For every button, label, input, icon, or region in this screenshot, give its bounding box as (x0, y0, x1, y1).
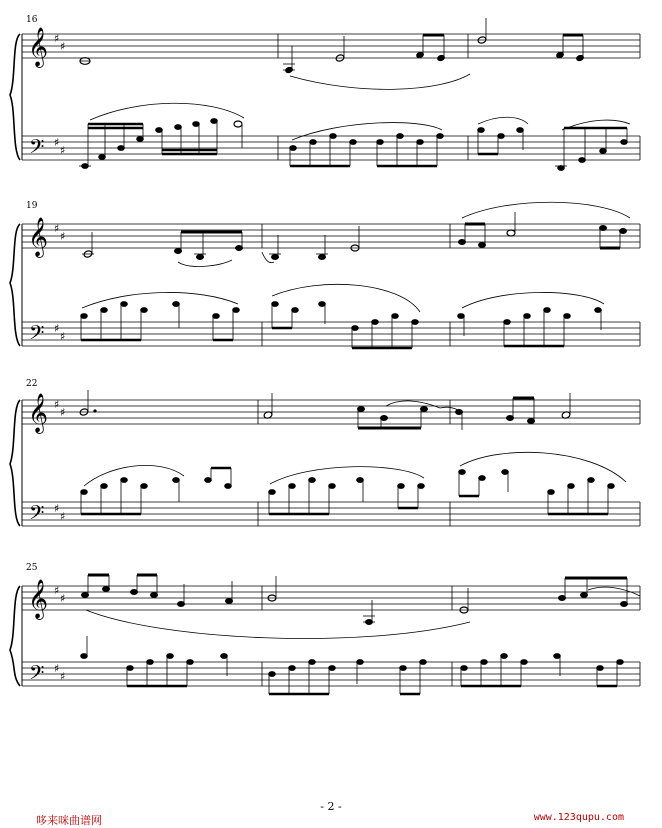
system-4 (10, 563, 640, 694)
key-sharp-icon: ♯ (54, 502, 60, 515)
treble-clef-icon: 𝄞 (28, 217, 49, 257)
site-name[interactable]: 哆来咪曲谱网 (36, 814, 102, 827)
key-sharp-icon: ♯ (60, 230, 66, 243)
bass-clef-icon: 𝄢 (29, 135, 45, 163)
bass-clef-icon: 𝄢 (29, 661, 45, 689)
site-url[interactable]: www.123qupu.com (533, 812, 624, 823)
measure-number: 22 (26, 379, 38, 389)
bass-clef-icon: 𝄢 (29, 501, 45, 529)
page-number: - 2 - (320, 800, 342, 813)
measure-number: 19 (26, 201, 38, 211)
treble-staff (22, 34, 640, 58)
treble-clef-icon: 𝄞 (28, 579, 49, 619)
key-sharp-icon: ♯ (54, 136, 60, 149)
system-3 (10, 379, 640, 529)
key-sharp-icon: ♯ (54, 662, 60, 675)
measure-number: 25 (26, 563, 38, 573)
bass-clef-icon: 𝄢 (29, 321, 45, 349)
brace (10, 34, 20, 160)
system-1 (10, 15, 640, 171)
treble-clef-icon: 𝄞 (28, 393, 49, 433)
bass-staff (22, 322, 640, 346)
key-sharp-icon: ♯ (60, 406, 66, 419)
key-sharp-icon: ♯ (54, 32, 60, 45)
treble-staff (22, 586, 640, 610)
system-2 (10, 201, 640, 349)
key-sharp-icon: ♯ (60, 592, 66, 605)
key-sharp-icon: ♯ (54, 222, 60, 235)
key-sharp-icon: ♯ (60, 510, 66, 523)
key-sharp-icon: ♯ (60, 670, 66, 683)
treble-clef-icon: 𝄞 (28, 27, 49, 67)
measure-number: 16 (26, 15, 38, 25)
key-sharp-icon: ♯ (60, 144, 66, 157)
key-sharp-icon: ♯ (54, 322, 60, 335)
key-sharp-icon: ♯ (60, 40, 66, 53)
treble-staff (22, 224, 640, 248)
key-sharp-icon: ♯ (54, 584, 60, 597)
treble-staff (22, 400, 640, 424)
key-sharp-icon: ♯ (54, 398, 60, 411)
bass-staff (22, 136, 640, 160)
key-sharp-icon: ♯ (60, 330, 66, 343)
